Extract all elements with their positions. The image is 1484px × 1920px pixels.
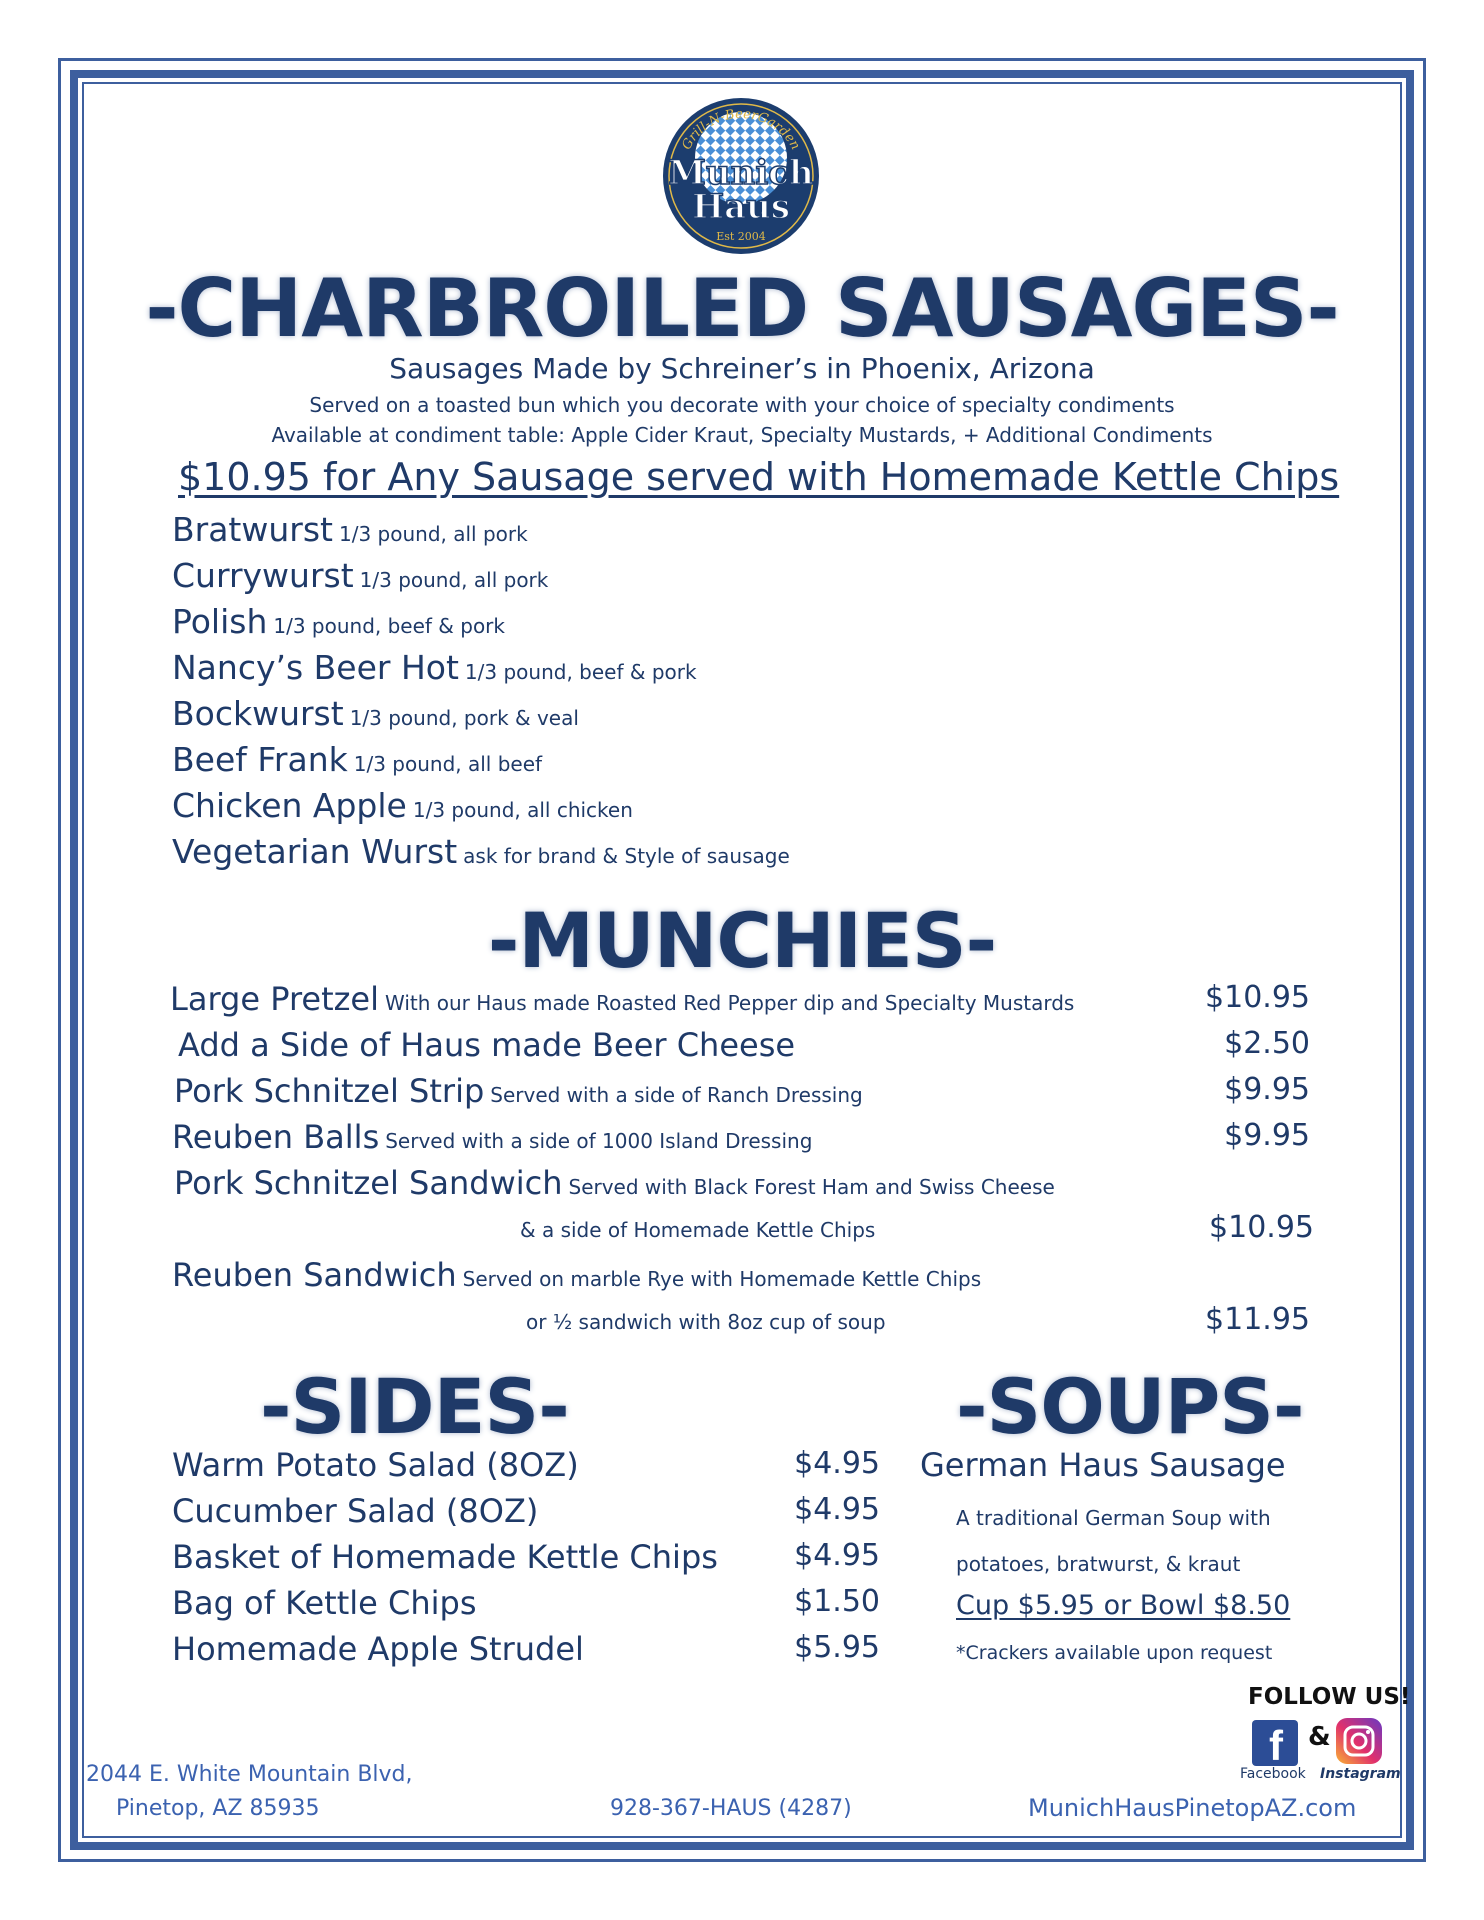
side-price: $4.95: [794, 1492, 880, 1527]
side-item: Homemade Apple Strudel: [172, 1630, 584, 1668]
side-price: $1.50: [794, 1584, 880, 1619]
munchies-item: [172, 1118, 812, 1156]
logo-est: Est 2004: [716, 230, 766, 243]
soups-title: -SOUPS-: [956, 1362, 1304, 1451]
munchies-price: $10.95: [1205, 980, 1310, 1015]
sausage-desc: 1/3 pound, beef & pork: [273, 614, 505, 638]
munich-haus-logo: [661, 96, 821, 256]
sausage-item: [172, 786, 633, 825]
soup-price: Cup $5.95 or Bowl $8.50: [956, 1590, 1291, 1621]
soup-desc: A traditional German Soup with: [956, 1506, 1271, 1530]
sausage-name: Nancy’s Beer Hot: [172, 648, 459, 687]
sausages-price-line: $10.95 for Any Sausage served with Homemade Kettle Chips: [178, 455, 1340, 499]
munchies-desc-cont: or ½ sandwich with 8oz cup of soup: [526, 1310, 886, 1334]
logo-name-line2: Haus: [691, 187, 791, 227]
sausage-item: [172, 694, 579, 733]
sausage-item: [172, 648, 697, 687]
sausage-item: [172, 556, 548, 595]
side-price: $4.95: [794, 1538, 880, 1573]
munchies-name: Reuben Sandwich: [172, 1256, 457, 1294]
munchies-item: [178, 1026, 795, 1064]
sausage-name: Currywurst: [172, 556, 354, 595]
footer-address-line2: Pinetop, AZ 85935: [116, 1796, 320, 1821]
sausage-name: Bockwurst: [172, 694, 344, 733]
sausage-item: [172, 832, 790, 871]
ampersand: &: [1308, 1722, 1331, 1752]
sausages-subtitle: Sausages Made by Schreiner’s in Phoenix, Arizona: [389, 352, 1095, 385]
soup-name: German Haus Sausage: [920, 1446, 1286, 1484]
munchies-name: Pork Schnitzel Strip: [174, 1072, 485, 1110]
sausage-desc: 1/3 pound, pork & veal: [349, 706, 579, 730]
munchies-title: -MUNCHIES-: [487, 896, 997, 985]
side-item: Warm Potato Salad (8OZ): [172, 1446, 579, 1484]
side-item: Bag of Kettle Chips: [172, 1584, 477, 1622]
munchies-name: Add a Side of Haus made Beer Cheese: [178, 1026, 796, 1064]
munchies-price: $2.50: [1224, 1026, 1310, 1061]
side-price: $4.95: [794, 1446, 880, 1481]
sausage-item: [172, 740, 542, 779]
munchies-name: Reuben Balls: [172, 1118, 380, 1156]
sausages-note-bun: Served on a toasted bun which you decorate with your choice of specialty condiments: [309, 393, 1175, 417]
sausage-desc: 1/3 pound, all pork: [338, 522, 528, 546]
sausage-name: Vegetarian Wurst: [172, 832, 458, 871]
instagram-label: Instagram: [1320, 1766, 1401, 1782]
follow-us-label: FOLLOW US!: [1248, 1684, 1411, 1710]
footer-phone[interactable]: 928-367-HAUS (4287): [610, 1796, 852, 1821]
footer-address-line1: 2044 E. White Mountain Blvd,: [86, 1762, 413, 1787]
sausage-desc: ask for brand & Style of sausage: [463, 844, 790, 868]
side-item: Basket of Homemade Kettle Chips: [172, 1538, 718, 1576]
sausage-item: [172, 510, 528, 549]
logo-arc-text: Grill-N-BeerGarden: [679, 106, 803, 153]
sausage-name: Polish: [172, 602, 268, 641]
sausage-desc: 1/3 pound, beef & pork: [464, 660, 697, 684]
sausage-desc: 1/3 pound, all pork: [359, 568, 549, 592]
sausage-item: [172, 602, 505, 641]
munchies-price: $9.95: [1224, 1072, 1310, 1107]
munchies-price: $10.95: [1209, 1210, 1314, 1245]
sausage-desc: 1/3 pound, all beef: [353, 752, 543, 776]
munchies-name: Large Pretzel: [170, 980, 379, 1018]
sausage-name: Beef Frank: [172, 740, 348, 779]
side-item: Cucumber Salad (8OZ): [172, 1492, 539, 1530]
munchies-desc: Served on marble Rye with Homemade Kettle Chips: [462, 1267, 982, 1291]
side-price: $5.95: [794, 1630, 880, 1665]
munchies-desc: With our Haus made Roasted Red Pepper dip and Specialty Mustards: [385, 991, 1075, 1015]
sausage-name: Bratwurst: [172, 510, 333, 549]
sausages-note-condiments: Available at condiment table: Apple Cider Kraut, Specialty Mustards, + Additional Condiments: [271, 423, 1213, 447]
sausage-desc: 1/3 pound, all chicken: [412, 798, 633, 822]
facebook-icon[interactable]: [1252, 1720, 1298, 1769]
sausages-title: -CHARBROILED SAUSAGES-: [145, 262, 1339, 355]
instagram-icon[interactable]: [1336, 1718, 1382, 1764]
munchies-item: [172, 1256, 981, 1294]
footer-website-link[interactable]: MunichHausPinetopAZ.com: [1028, 1794, 1357, 1822]
logo-name-line1: Munich: [668, 153, 814, 193]
munchies-desc: Served with Black Forest Ham and Swiss Cheese: [568, 1175, 1055, 1199]
soup-note: *Crackers available upon request: [956, 1642, 1273, 1664]
munchies-item: [174, 1072, 863, 1110]
munchies-desc: Served with a side of 1000 Island Dressing: [385, 1129, 813, 1153]
munchies-price: $9.95: [1224, 1118, 1310, 1153]
facebook-glyph: f: [1269, 1722, 1283, 1769]
sides-title: -SIDES-: [260, 1362, 569, 1451]
munchies-price: $11.95: [1205, 1302, 1310, 1337]
munchies-desc-cont: & a side of Homemade Kettle Chips: [520, 1218, 876, 1242]
munchies-name: Pork Schnitzel Sandwich: [174, 1164, 563, 1202]
facebook-label: Facebook: [1240, 1766, 1306, 1782]
munchies-desc: Served with a side of Ranch Dressing: [490, 1083, 863, 1107]
munchies-item: [174, 1164, 1055, 1202]
munchies-item: [170, 980, 1074, 1018]
sausage-name: Chicken Apple: [172, 786, 407, 825]
soup-desc: potatoes, bratwurst, & kraut: [956, 1552, 1241, 1576]
